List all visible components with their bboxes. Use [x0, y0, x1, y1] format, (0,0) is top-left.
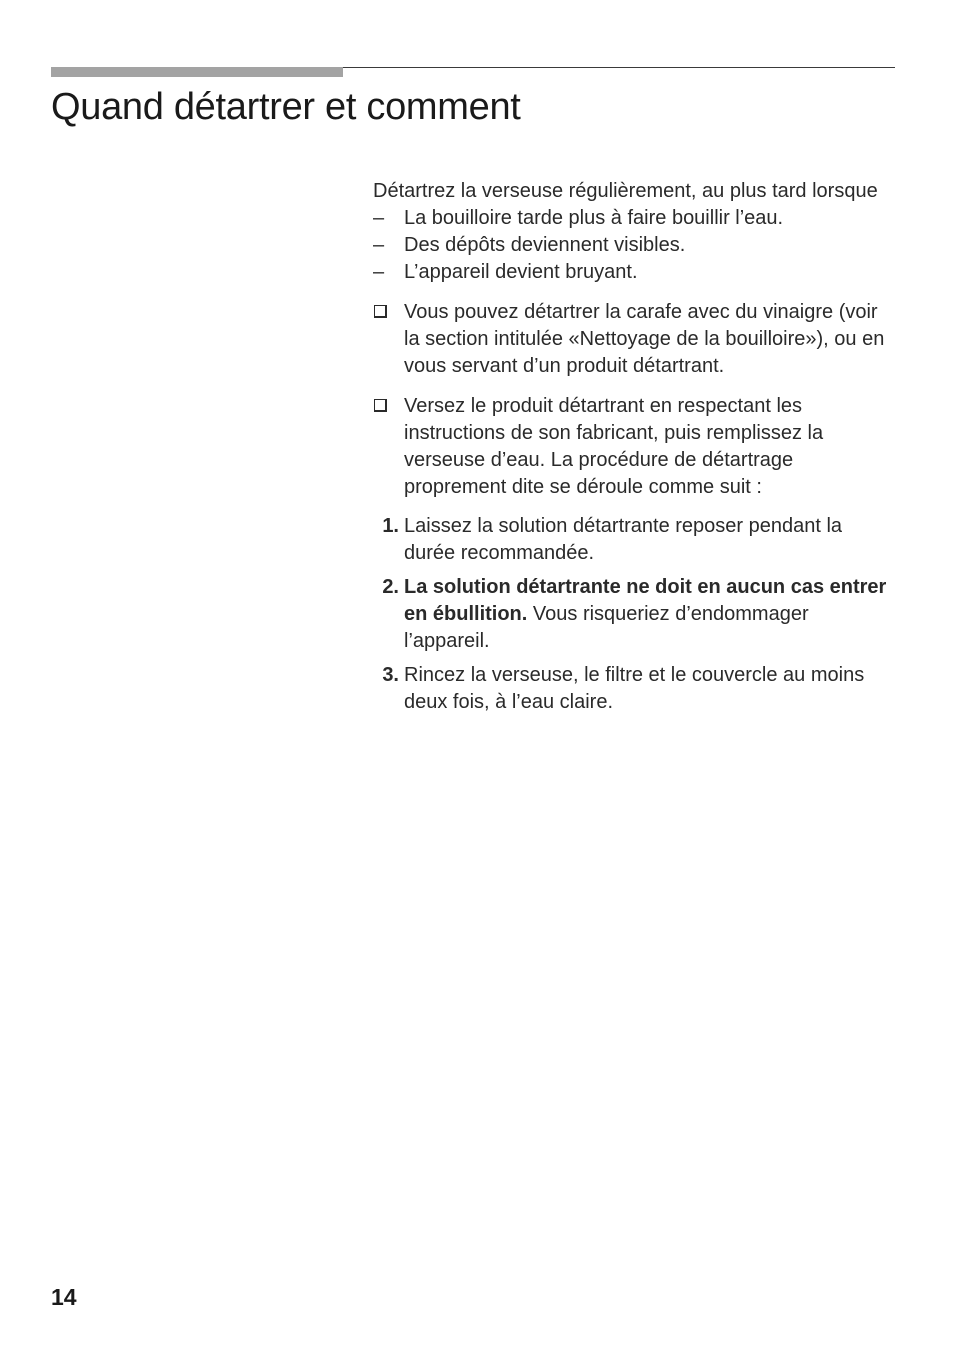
step-text: Laissez la solution détartrante reposer pendant la durée recommandée.	[404, 515, 843, 564]
step-text: Rincez la verseuse, le filtre et le couvercle au moins deux fois, à l’eau claire.	[404, 664, 865, 713]
dash-bullet: –	[373, 261, 385, 283]
page-number: 14	[51, 1284, 77, 1310]
header-accent-bar	[51, 67, 343, 77]
step-number: 3.	[382, 664, 399, 686]
symptom-list	[373, 205, 893, 286]
step-warning: La solution détartrante ne doit en aucun cas entrer en ébullition.	[404, 576, 887, 625]
procedure-steps	[373, 513, 893, 716]
step-item	[373, 662, 893, 716]
list-item	[373, 205, 893, 232]
step-item	[373, 574, 893, 655]
step-item	[373, 513, 893, 567]
page-title: Quand détartrer et comment	[51, 86, 521, 128]
checkbox-item	[373, 299, 893, 380]
list-item	[373, 259, 893, 286]
checkbox-item-text: Vous pouvez détartrer la carafe avec du vinaigre (voir la section intitulée «Nettoyage de la bouilloire»), ou en vous servant d’un produit détartrant.	[404, 301, 885, 377]
step-number: 1.	[382, 515, 399, 537]
step-number: 2.	[382, 576, 399, 598]
list-item-text: L’appareil devient bruyant.	[404, 261, 638, 283]
checkbox-icon	[374, 305, 387, 318]
intro-text: Détartrez la verseuse régulièrement, au plus tard lorsque	[373, 180, 878, 202]
list-item-text: La bouilloire tarde plus à faire bouillir l’eau.	[404, 207, 784, 229]
step-text: Vous risqueriez d’endommager l’appareil.	[404, 603, 809, 652]
dash-bullet: –	[373, 207, 385, 229]
checkbox-icon	[374, 399, 387, 412]
checkbox-item	[373, 393, 893, 501]
list-item	[373, 232, 893, 259]
main-content	[373, 178, 893, 716]
list-item-text: Des dépôts deviennent visibles.	[404, 234, 686, 256]
dash-bullet: –	[373, 234, 385, 256]
checkbox-item-text: Versez le produit détartrant en respectant les instructions de son fabricant, puis remplissez la verseuse d’eau. La procédure de détartrage proprement dite se déroule comme suit :	[404, 395, 824, 498]
